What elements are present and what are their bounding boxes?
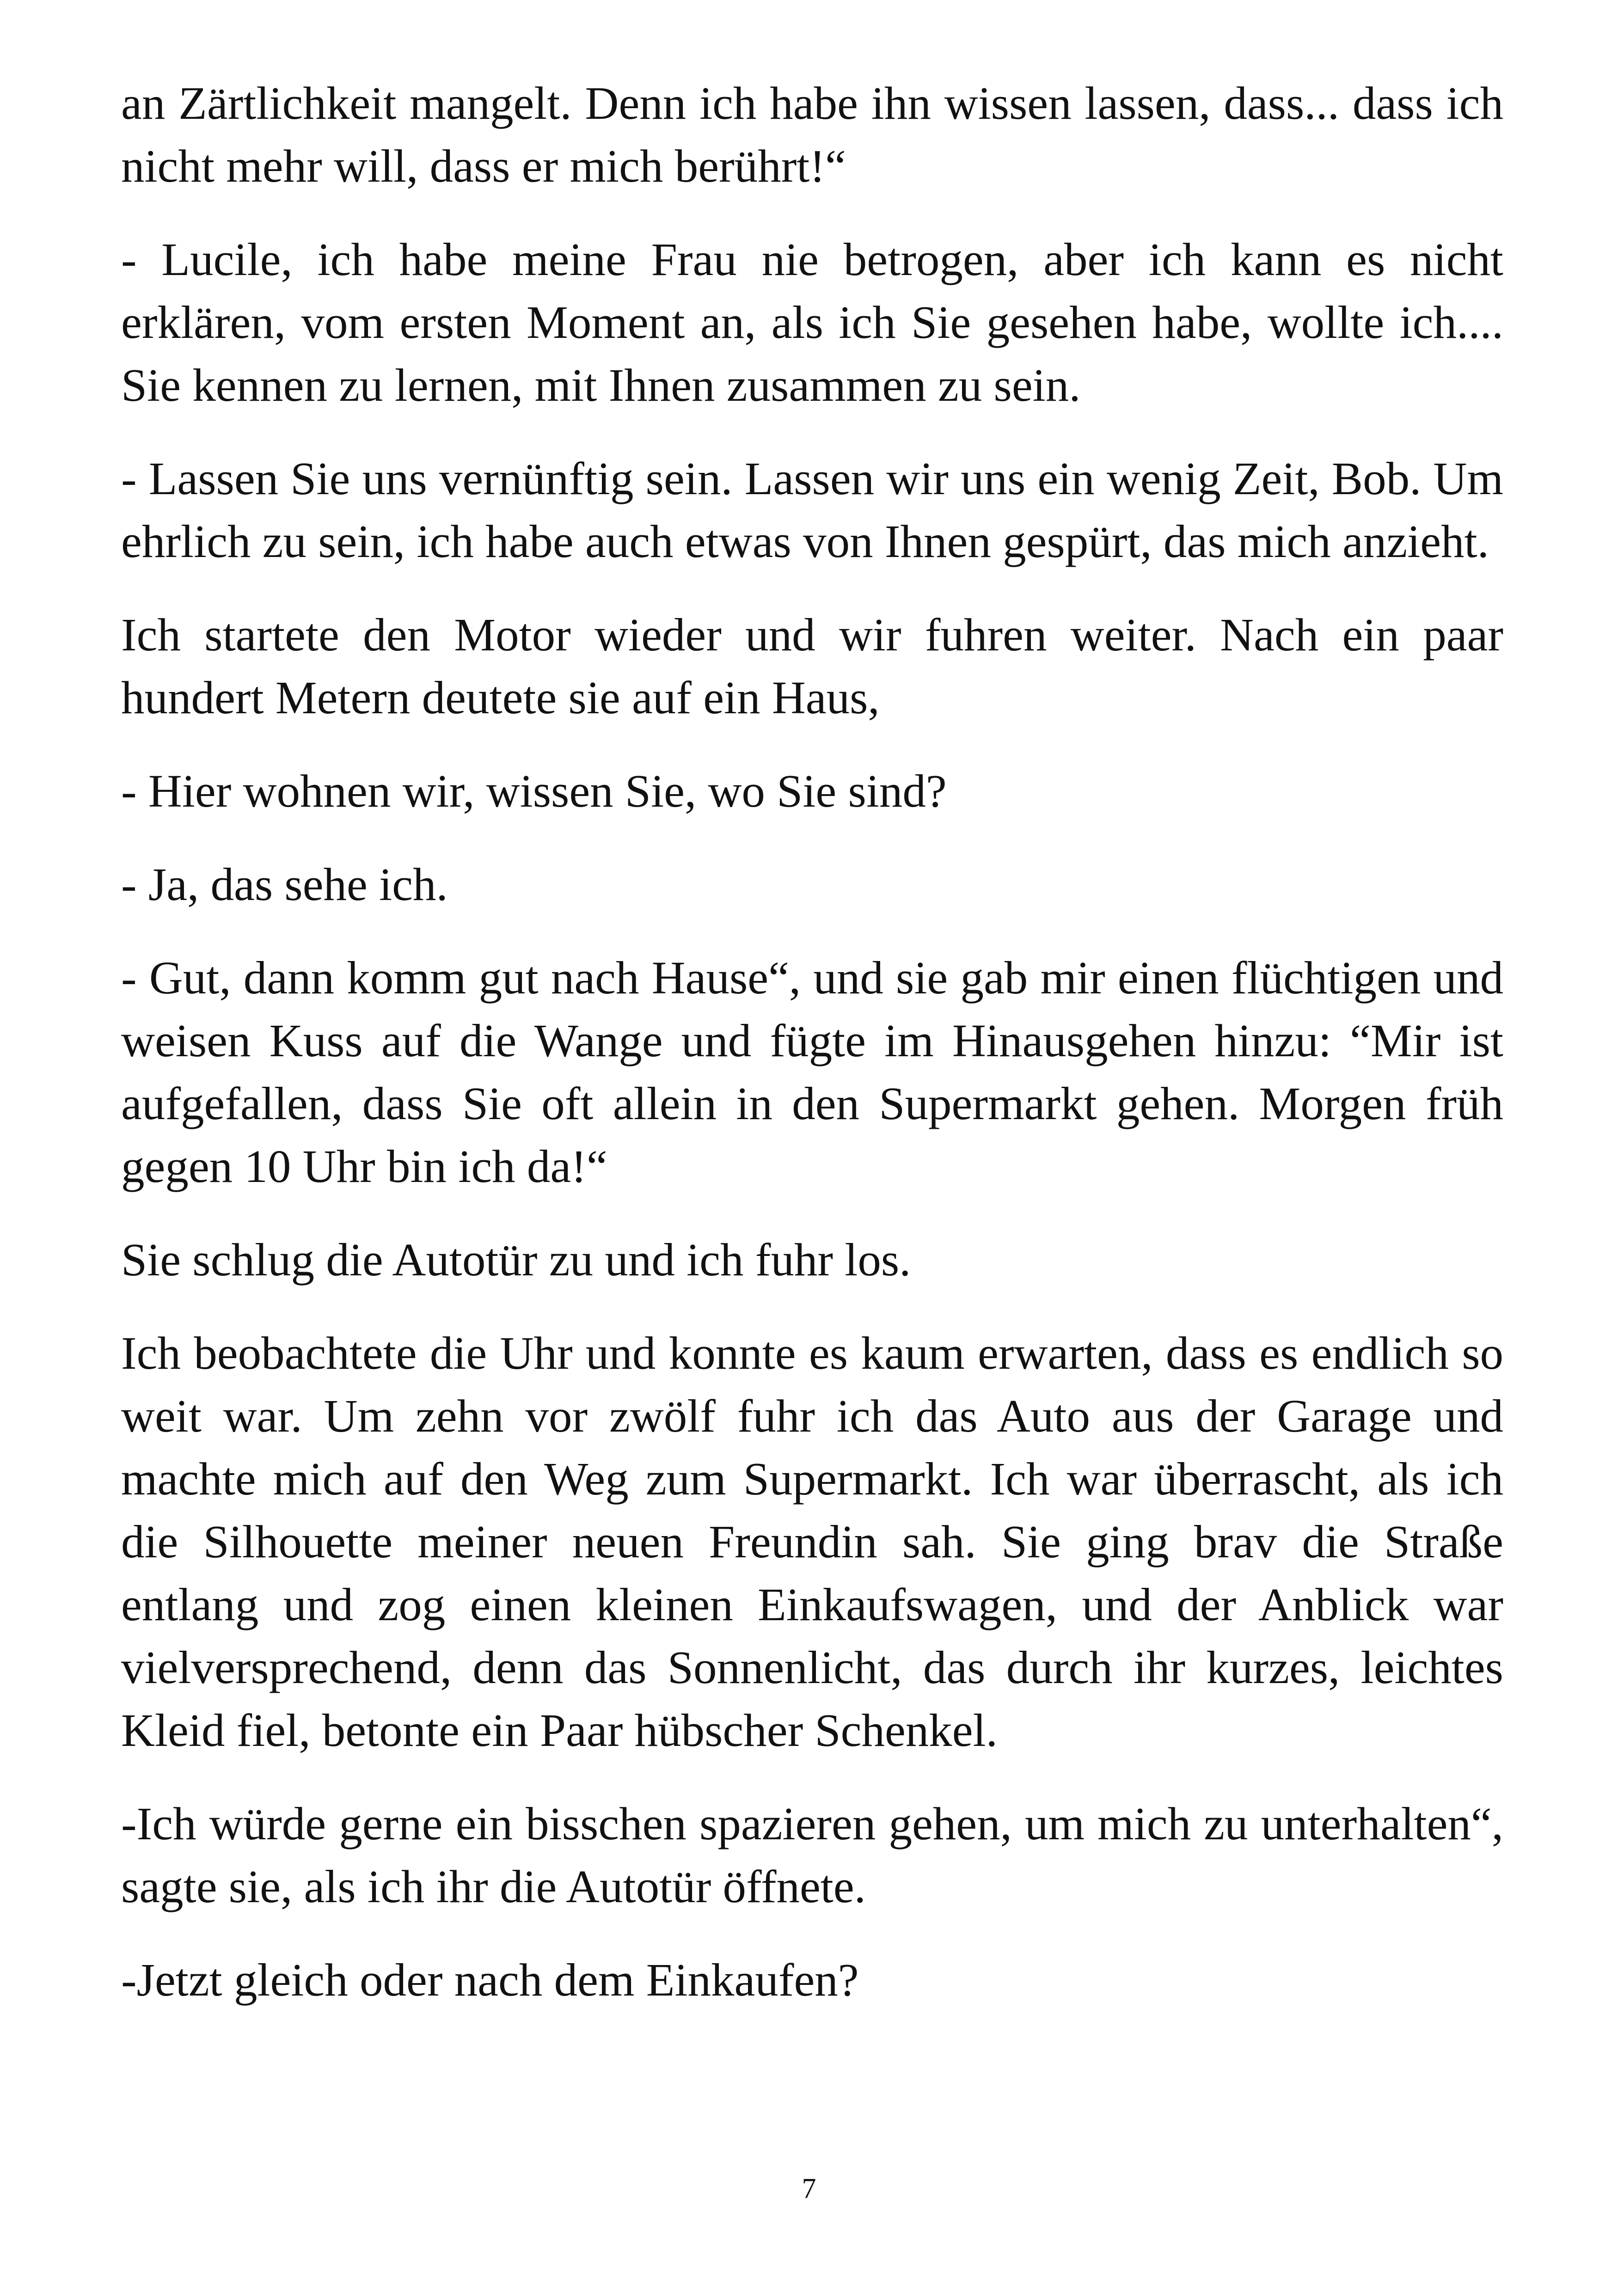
paragraph-11: -Jetzt gleich oder nach dem Einkaufen? bbox=[121, 1954, 859, 2006]
paragraph-4: Ich startete den Motor wieder und wir fuhren weiter. Nach ein paar hundert Metern deutete sie auf ein Haus, bbox=[121, 609, 1503, 723]
paragraph-7: - Gut, dann komm gut nach Hause“, und sie gab mir einen flüchtigen und weisen Kuss auf die Wange und fügte im Hinausgehen hinzu: “Mir ist aufgefallen, dass Sie oft allein in den Supermarkt gehen. Morgen früh gegen 10 Uhr bin ich da!“ bbox=[121, 952, 1503, 1192]
paragraph-5: - Hier wohnen wir, wissen Sie, wo Sie sind? bbox=[121, 765, 947, 817]
paragraph-6: - Ja, das sehe ich. bbox=[121, 858, 448, 910]
page-text-body bbox=[121, 72, 1503, 2011]
paragraph-8: Sie schlug die Autotür zu und ich fuhr los. bbox=[121, 1234, 911, 1286]
paragraph-1: an Zärtlichkeit mangelt. Denn ich habe ihn wissen lassen, dass... dass ich nicht mehr will, dass er mich berührt!“ bbox=[121, 77, 1503, 192]
paragraph-3: - Lassen Sie uns vernünftig sein. Lassen wir uns ein wenig Zeit, Bob. Um ehrlich zu sein, ich habe auch etwas von Ihnen gespürt, das mich anzieht. bbox=[121, 453, 1503, 567]
page-number: 7 bbox=[802, 2173, 816, 2204]
paragraph-10: -Ich würde gerne ein bisschen spazieren gehen, um mich zu unterhalten“, sagte sie, als ich ihr die Autotür öffnete. bbox=[121, 1798, 1503, 1912]
paragraph-2: - Lucile, ich habe meine Frau nie betrogen, aber ich kann es nicht erklären, vom ersten Moment an, als ich Sie gesehen habe, wollte ich.... Sie kennen zu lernen, mit Ihnen zusammen zu sein. bbox=[121, 233, 1503, 411]
paragraph-9: Ich beobachtete die Uhr und konnte es kaum erwarten, dass es endlich so weit war. Um zehn vor zwölf fuhr ich das Auto aus der Garage und machte mich auf den Weg zum Supermarkt. Ich war überrascht, als ich die Silhouette meiner neuen Freundin sah. Sie ging brav die Straße entlang und zog einen kleinen Einkaufswagen, und der Anblick war vielversprechend, denn das Sonnenlicht, das durch ihr kurzes, leichtes Kleid fiel, betonte ein Paar hübscher Schenkel. bbox=[121, 1327, 1503, 1756]
